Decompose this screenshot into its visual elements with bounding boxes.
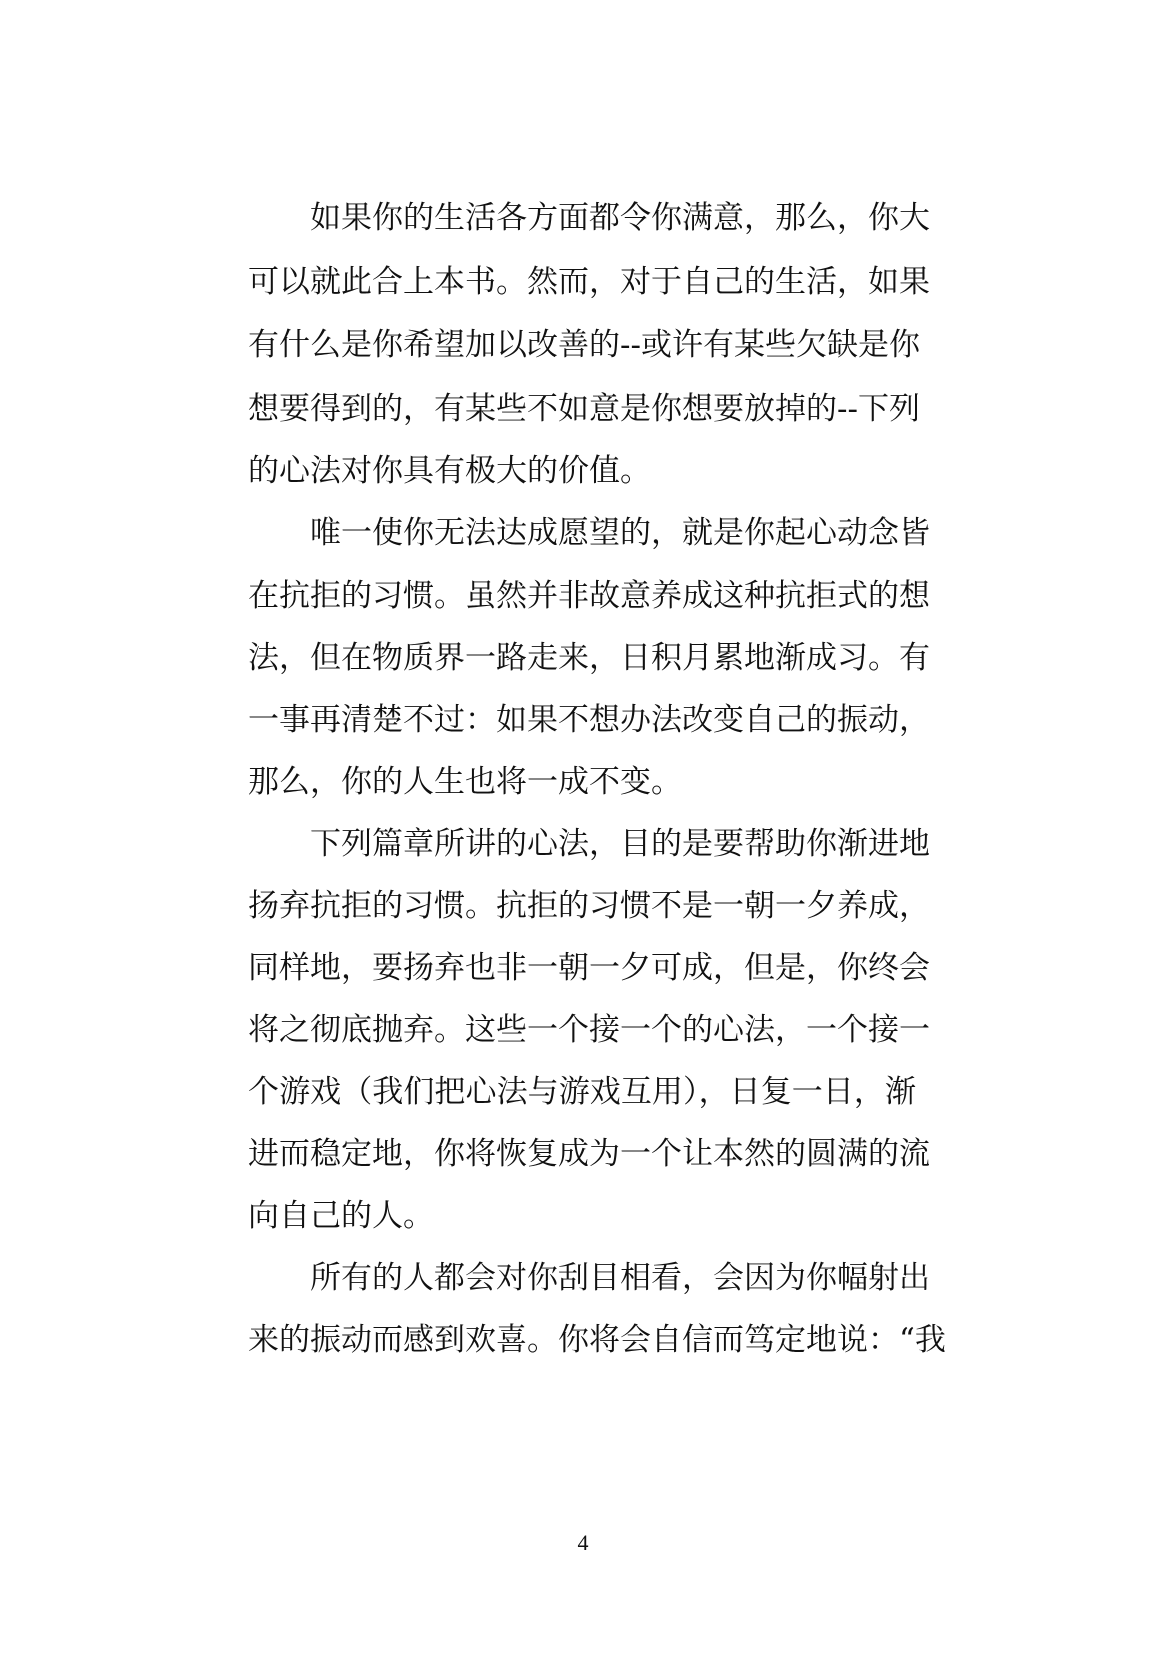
text-line: 将之彻底抛弃。这些一个接一个的心法，一个接一	[248, 1012, 930, 1048]
text-line: 那么，你的人生也将一成不变。	[248, 764, 682, 800]
text-line: 想要得到的，有某些不如意是你想要放掉的--下列	[248, 391, 920, 427]
text-line: 唯一使你无法达成愿望的，就是你起心动念皆	[310, 515, 930, 551]
text-line: 有什么是你希望加以改善的--或许有某些欠缺是你	[248, 327, 920, 363]
text-line: 在抗拒的习惯。虽然并非故意养成这种抗拒式的想	[248, 578, 930, 614]
text-line: 可以就此合上本书。然而，对于自己的生活，如果	[248, 264, 930, 300]
text-line: 向自己的人。	[248, 1198, 434, 1234]
text-line: 同样地，要扬弃也非一朝一夕可成，但是，你终会	[248, 950, 930, 986]
text-line: 法，但在物质界一路走来，日积月累地渐成习。有	[248, 640, 930, 676]
text-line: 如果你的生活各方面都令你满意，那么，你大	[310, 200, 930, 236]
text-line: 一事再清楚不过：如果不想办法改变自己的振动，	[248, 702, 930, 738]
text-line: 下列篇章所讲的心法，目的是要帮助你渐进地	[310, 826, 930, 862]
text-line: 来的振动而感到欢喜。你将会自信而笃定地说：“我	[248, 1322, 946, 1358]
text-line: 进而稳定地，你将恢复成为一个让本然的圆满的流	[248, 1136, 930, 1172]
text-line: 扬弃抗拒的习惯。抗拒的习惯不是一朝一夕养成，	[248, 888, 930, 924]
text-line: 的心法对你具有极大的价值。	[248, 453, 651, 489]
page-number: 4	[577, 1530, 589, 1555]
text-line: 个游戏（我们把心法与游戏互用），日复一日，渐	[248, 1074, 916, 1110]
text-line: 所有的人都会对你刮目相看，会因为你幅射出	[310, 1260, 930, 1296]
